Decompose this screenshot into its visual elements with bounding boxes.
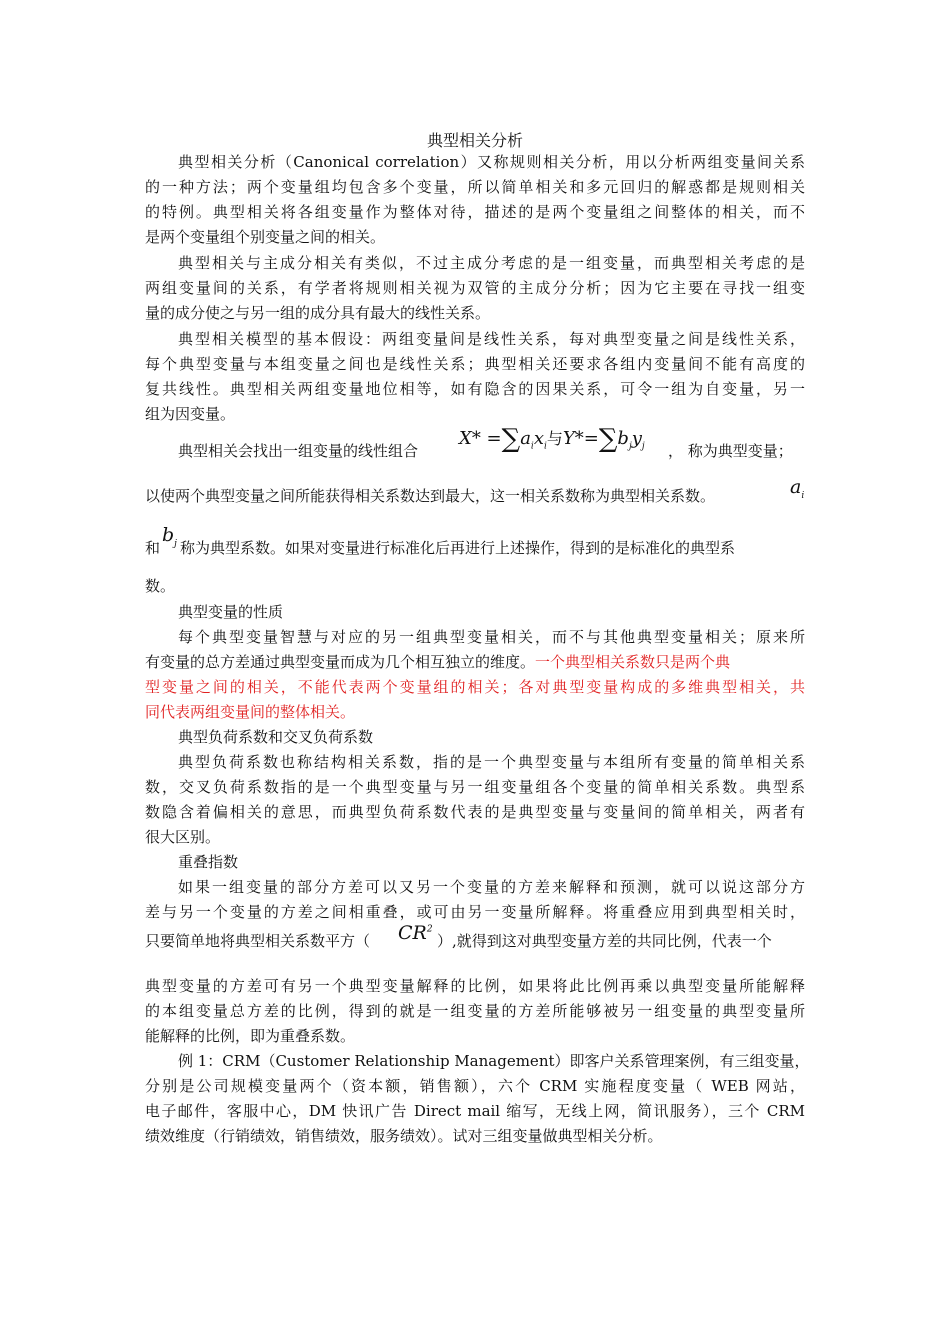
paragraph-line: 每个典型变量与本组变量之间也是线性关系；典型相关还要求各组内变量间不能有高度的 bbox=[145, 355, 805, 373]
paragraph-line: 组为因变量。 bbox=[145, 405, 236, 423]
coefficient-a-symbol bbox=[790, 476, 804, 501]
highlighted-line: 型变量之间的相关，不能代表两个变量组的相关；各对典型变量构成的多维典型相关，共 bbox=[145, 678, 805, 696]
symbol-letter: a bbox=[790, 476, 802, 498]
formula-part: y bbox=[631, 428, 642, 449]
paragraph-line: ）,就得到这对典型变量方差的共同比例，代表一个 bbox=[437, 932, 772, 950]
paragraph-line: 典型变量的方差可有另一个典型变量解释的比例，如果将此比例再乘以典型变量所能解释 bbox=[145, 977, 805, 995]
section-heading: 典型负荷系数和交叉负荷系数 bbox=[178, 728, 374, 746]
paragraph-line: 每个典型变量智慧与对应的另一组典型变量相关，而不与其他典型变量相关；原来所 bbox=[178, 628, 805, 646]
paragraph-line: 典型相关模型的基本假设：两组变量间是线性关系，每对典型变量之间是线性关系， bbox=[178, 330, 805, 348]
paragraph-line: 是两个变量组个别变量之间的相关。 bbox=[145, 228, 386, 246]
symbol-letter: b bbox=[162, 524, 175, 546]
paragraph-line: 例 1：CRM（Customer Relationship Management）即客户关系管理案例，有三组变量， bbox=[178, 1052, 810, 1070]
paragraph-line: 典型相关会找出一组变量的线性组合 bbox=[178, 442, 419, 460]
symbol-subscript: i bbox=[801, 490, 805, 501]
symbol-superscript: 2 bbox=[426, 924, 433, 935]
formula-part: 与 bbox=[546, 429, 563, 448]
formula-part: x bbox=[533, 428, 544, 449]
paragraph-line: 数，交叉负荷系数指的是一个典型变量与另一组变量组各个变量的简单相关系数。典型系 bbox=[145, 778, 805, 796]
paragraph-line: 分别是公司规模变量两个（资本额，销售额），六个 CRM 实施程度变量（ WEB 网站， bbox=[145, 1077, 805, 1095]
paragraph-line: 和 bbox=[145, 539, 161, 557]
paragraph-line: 如果一组变量的部分方差可以又另一个变量的方差来解释和预测，就可以说这部分方 bbox=[178, 878, 805, 896]
formula-subscript: i bbox=[543, 441, 547, 452]
paragraph-line: 数。 bbox=[145, 577, 176, 595]
paragraph-line: 以使两个典型变量之间所能获得相关系数达到最大，这一相关系数称为典型相关系数。 bbox=[145, 487, 716, 505]
paragraph-line: 很大区别。 bbox=[145, 828, 221, 846]
text-span: 有变量的总方差通过典型变量而成为几个相互独立的维度。 bbox=[145, 653, 536, 671]
formula-subscript: i bbox=[530, 441, 534, 452]
paragraph-line: 电子邮件，客服中心，DM 快讯广告 Direct mail 缩写，无线上网，简讯服务），三个 CRM bbox=[145, 1102, 805, 1120]
paragraph-line: 的本组变量总方差的比例，得到的就是一组变量的方差所能够被另一组变量的典型变量所 bbox=[145, 1002, 805, 1020]
formula-part: a bbox=[520, 428, 531, 449]
coefficient-b-symbol bbox=[162, 524, 177, 549]
paragraph-line: 能解释的比例，即为重叠系数。 bbox=[145, 1027, 356, 1045]
paragraph-line: 数隐含着偏相关的意思，而典型负荷系数代表的是典型变量与变量间的简单相关，两者有 bbox=[145, 803, 805, 821]
paragraph-line: 的一种方法；两个变量组均包含多个变量，所以简单相关和多元回归的解惑都是规则相关 bbox=[145, 178, 805, 196]
section-heading: 重叠指数 bbox=[178, 853, 239, 871]
formula-subscript: j bbox=[641, 441, 645, 452]
paragraph-line: 典型相关分析（Canonical correlation）又称规则相关分析，用以分析两组变量间关系 bbox=[178, 153, 805, 171]
linear-combination-formula bbox=[459, 424, 645, 454]
paragraph-line: 典型负荷系数也称结构相关系数，指的是一个典型变量与本组所有变量的简单相关系 bbox=[178, 753, 805, 771]
sum-symbol: ∑ bbox=[501, 424, 521, 454]
formula-part: Y*= bbox=[562, 428, 599, 449]
paragraph-line: 的特例。典型相关将各组变量作为整体对待，描述的是两个变量组之间整体的相关，而不 bbox=[145, 203, 805, 221]
paragraph-line: 量的成分使之与另一组的成分具有最大的线性关系。 bbox=[145, 304, 491, 322]
paragraph-line: 称为典型系数。如果对变量进行标准化后再进行上述操作，得到的是标准化的典型系 bbox=[180, 539, 736, 557]
document-title: 典型相关分析 bbox=[426, 131, 523, 150]
paragraph-line: 绩效维度（行销绩效，销售绩效，服务绩效）。试对三组变量做典型相关分析。 bbox=[145, 1127, 663, 1145]
section-heading: 典型变量的性质 bbox=[178, 603, 284, 621]
paragraph-line: 差与另一个变量的方差之间相重叠，或可由另一变量所解释。将重叠应用到典型相关时， bbox=[145, 903, 805, 921]
paragraph-line: 只要简单地将典型相关系数平方（ bbox=[145, 932, 371, 950]
formula-part: b bbox=[617, 428, 629, 449]
paragraph-line bbox=[145, 652, 805, 672]
highlighted-line: 同代表两组变量间的整体相关。 bbox=[145, 703, 356, 721]
formula-part: X* = bbox=[459, 428, 502, 449]
highlighted-text: 一个典型相关系数只是两个典 bbox=[535, 653, 731, 671]
paragraph-line: 典型相关与主成分相关有类似，不过主成分考虑的是一组变量，而典型相关考虑的是 bbox=[178, 254, 805, 272]
formula-subscript: j bbox=[628, 441, 632, 452]
sum-symbol: ∑ bbox=[598, 424, 618, 454]
symbol-subscript: j bbox=[174, 538, 177, 549]
paragraph-line: 复共线性。典型相关两组变量地位相等，如有隐含的因果关系，可令一组为自变量，另一 bbox=[145, 380, 805, 398]
cr-squared-symbol bbox=[398, 922, 433, 944]
paragraph-line: 两组变量间的关系，有学者将规则相关视为双管的主成分分析；因为它主要在寻找一组变 bbox=[145, 279, 805, 297]
paragraph-line: ， 称为典型变量； bbox=[668, 442, 793, 460]
symbol-letter: CR bbox=[398, 922, 427, 944]
